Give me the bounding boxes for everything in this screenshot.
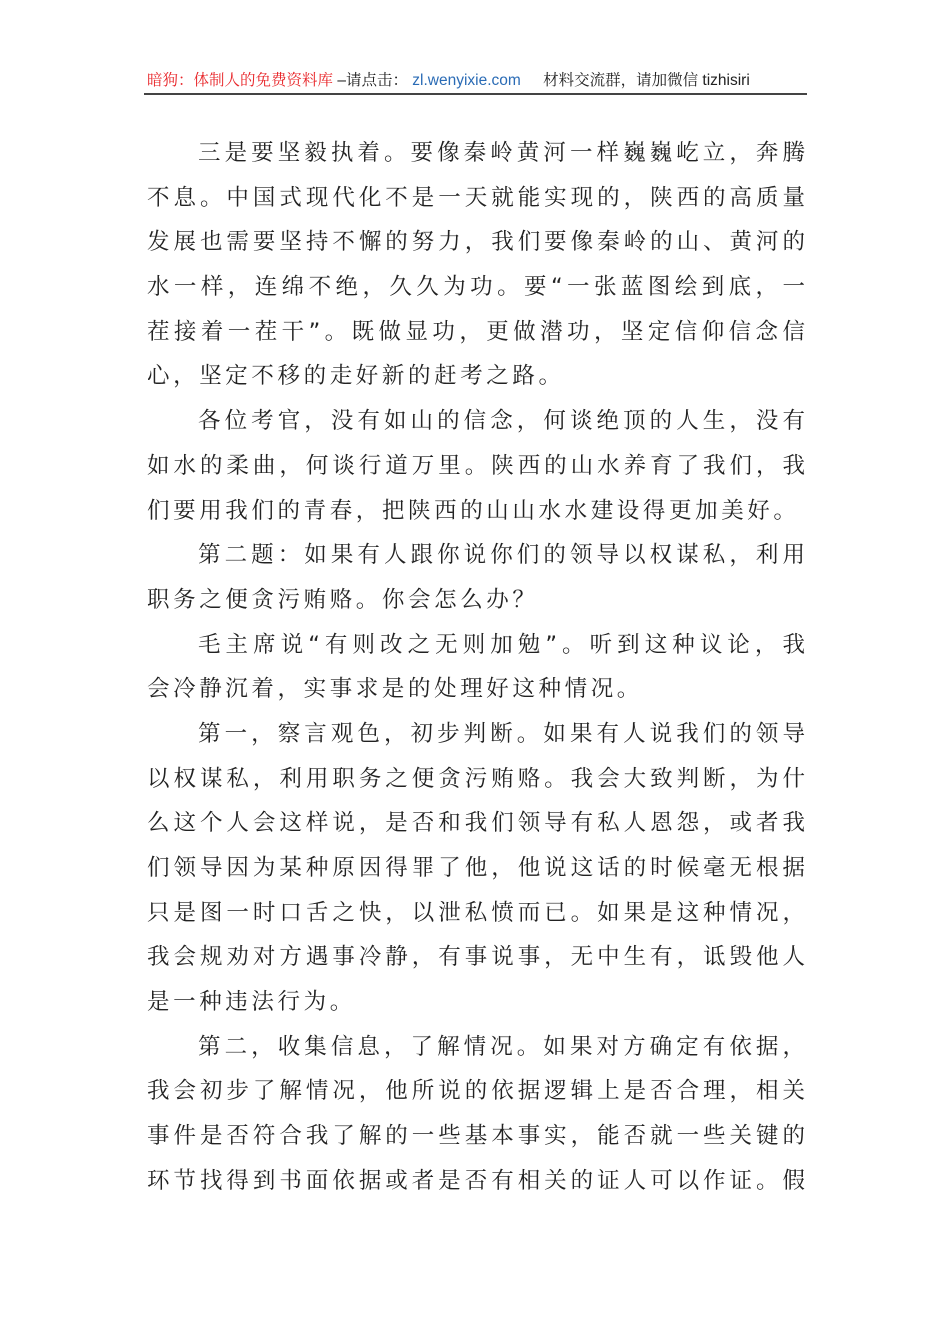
header-wechat-note: 材料交流群，请加微信 tizhisiri (543, 72, 750, 89)
text-line: 们领导因为某种原因得罪了他，他说这话的时候毫无根据 (147, 855, 805, 881)
text-line: 各位考官，没有如山的信念，何谈绝顶的人生，没有 (198, 408, 805, 435)
paragraph (147, 533, 805, 622)
text-line: 会冷静沉着，实事求是的处理好这种情况。 (147, 676, 643, 703)
paragraph (147, 1025, 805, 1204)
text-line: 环节找得到书面依据或者是否有相关的证人可以作证。假 (147, 1167, 805, 1194)
paragraph (147, 623, 805, 712)
text-line: 心，坚定不移的走好新的赶考之路。 (147, 363, 565, 390)
text-line: 以权谋私，利用职务之便贪污贿赂。我会大致判断，为什 (147, 765, 805, 792)
text-line: 我会规劝对方遇事冷静，有事说事，无中生有，诋毁他人 (147, 944, 805, 971)
text-line: 水一样，连绵不绝，久久为功。要“一张蓝图绘到底，一 (147, 274, 805, 301)
text-line: 茬接着一茬干”。既做显功，更做潜功，坚定信仰信念信 (147, 318, 805, 345)
paragraph (147, 131, 805, 399)
header-click-prompt: –请点击： (337, 72, 408, 89)
text-line: 三是要坚毅执着。要像秦岭黄河一样巍巍屹立，奔腾 (198, 140, 805, 166)
text-line: 么这个人会这样说，是否和我们领导有私人恩怨，或者我 (147, 810, 805, 837)
text-line: 第一，察言观色，初步判断。如果有人说我们的领导 (198, 720, 805, 747)
text-line: 毛主席说“有则改之无则加勉”。听到这种议论，我 (198, 631, 805, 658)
header-divider (144, 93, 807, 95)
text-line: 我会初步了解情况，他所说的依据逻辑上是否合理，相关 (147, 1078, 805, 1105)
text-line: 发展也需要坚持不懈的努力，我们要像秦岭的山、黄河的 (147, 229, 805, 256)
text-line: 们要用我们的青春，把陕西的山山水水建设得更加美好。 (147, 497, 800, 524)
header-link[interactable]: zl.wenyixie.com (412, 72, 521, 89)
header-site-name: 暗狗：体制人的免费资料库 (147, 72, 334, 89)
text-line: 第二题：如果有人跟你说你们的领导以权谋私，利用 (198, 542, 805, 569)
paragraph (147, 712, 805, 1025)
document-body (147, 131, 805, 1204)
text-line: 事件是否符合我了解的一些基本事实，能否就一些关键的 (147, 1123, 805, 1150)
text-line: 职务之便贪污贿赂。你会怎么办？ (147, 586, 539, 613)
text-line: 不息。中国式现代化不是一天就能实现的，陕西的高质量 (147, 184, 805, 211)
page-header (147, 68, 805, 92)
text-line: 如水的柔曲，何谈行道万里。陕西的山水养育了我们，我 (147, 452, 805, 479)
paragraph (147, 399, 805, 533)
text-line: 是一种违法行为。 (147, 989, 356, 1016)
text-line: 只是图一时口舌之快，以泄私愤而已。如果是这种情况， (147, 899, 805, 926)
text-line: 第二，收集信息，了解情况。如果对方确定有依据， (198, 1033, 805, 1060)
